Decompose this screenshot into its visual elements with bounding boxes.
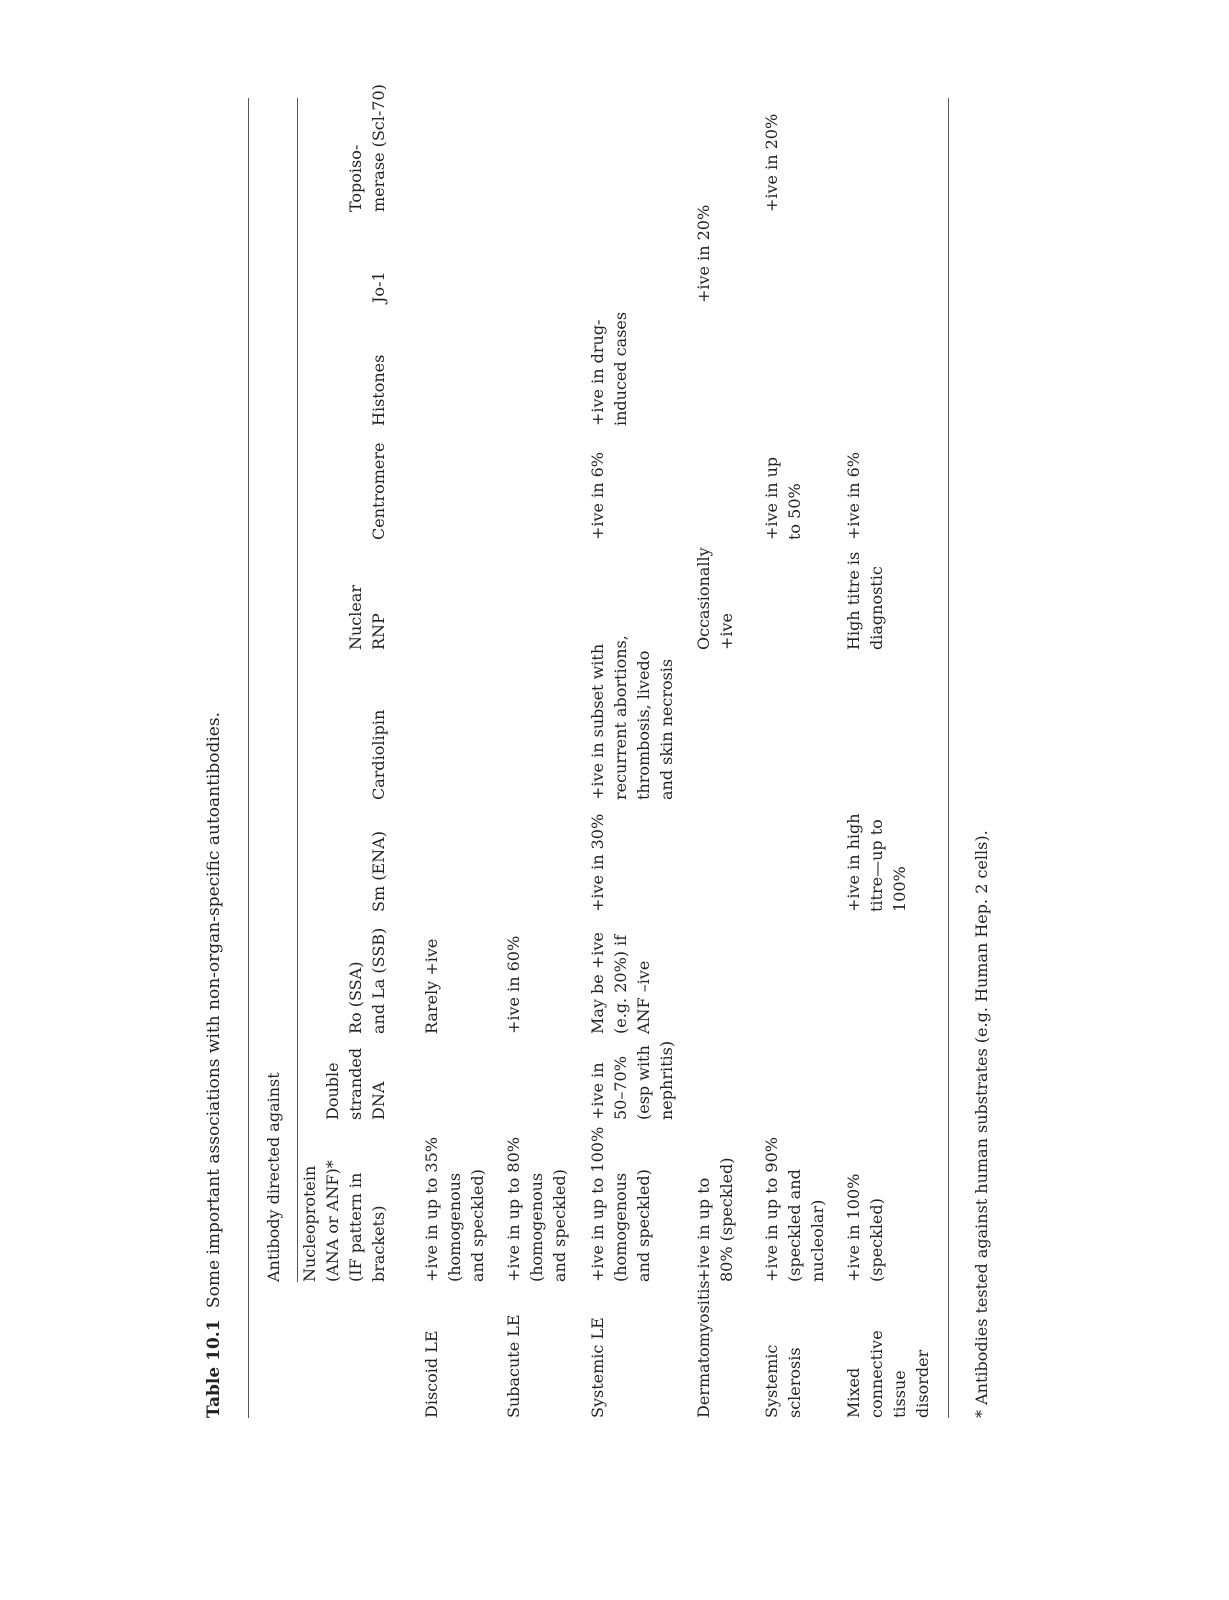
col-header-jo-1: Jo-1 — [369, 271, 388, 303]
cell-sclerosis-nucleoprotein: +ive in up to 90% (speckled and nucleolar) — [762, 1137, 827, 1282]
table-caption — [204, 712, 224, 1418]
row-label-systemic-le: Systemic LE — [588, 1317, 607, 1418]
cell-sclerosis-topoisomerase: +ive in 20% — [762, 113, 781, 212]
cell-mctd-nuclear-rnp: High titre is diagnostic — [844, 551, 886, 650]
table-number: Table 10.1 — [204, 1319, 224, 1418]
col-header-double-stranded-dna: Double stranded DNA — [323, 1047, 388, 1120]
cell-subacute-nucleoprotein: +ive in up to 80% (homogenous and speckled) — [504, 1137, 569, 1282]
col-header-sm-ena: Sm (ENA) — [369, 831, 388, 912]
col-header-nuclear-rnp: Nuclear RNP — [346, 584, 388, 650]
col-header-histones: Histones — [369, 354, 388, 426]
cell-sclerosis-centromere: +ive in up to 50% — [762, 456, 804, 540]
row-label-dermatomyositis: Dermatomyositis — [694, 1280, 713, 1418]
row-label-mixed-connective-tissue: Mixed connective tissue disorder — [844, 1330, 932, 1418]
cell-mctd-nucleoprotein: +ive in 100% (speckled) — [844, 1173, 886, 1282]
cell-systemic-le-sm: +ive in 30% — [588, 813, 607, 912]
table-title: Some important associations with non-organ-specific autoantibodies. — [204, 712, 224, 1309]
row-label-subacute-le: Subacute LE — [504, 1314, 523, 1418]
cell-systemic-le-centromere: +ive in 6% — [588, 451, 607, 540]
col-header-cardiolipin: Cardiolipin — [369, 709, 388, 800]
bottom-rule — [948, 98, 949, 1418]
group-rule — [297, 98, 298, 1282]
cell-systemic-le-nucleoprotein: +ive in up to 100% (homogenous and speckled) — [588, 1126, 653, 1282]
col-header-nucleoprotein: Nucleoprotein (ANA or ANF)* (IF pattern in brackets) — [300, 1160, 388, 1282]
table-footnote: * Antibodies tested against human substrates (e.g. Human Hep. 2 cells). — [972, 830, 991, 1418]
cell-dermatomyositis-jo-1: +ive in 20% — [694, 204, 713, 303]
cell-subacute-ro-la: +ive in 60% — [504, 935, 523, 1034]
cell-mctd-sm: +ive in high titre—up to 100% — [844, 813, 909, 912]
cell-systemic-le-histones: +ive in drug- induced cases — [588, 311, 630, 426]
cell-dermatomyositis-nuclear-rnp: Occasionally +ive — [694, 547, 736, 650]
row-label-discoid-le: Discoid LE — [422, 1330, 441, 1418]
col-header-topoisomerase: Topoiso- merase (Scl-70) — [346, 84, 388, 212]
cell-dermatomyositis-nucleoprotein: +ive in up to 80% (speckled) — [694, 1157, 736, 1282]
cell-discoid-ro-la: Rarely +ive — [422, 938, 441, 1034]
antibody-group-header: Antibody directed against — [264, 1072, 283, 1282]
cell-systemic-le-ro-la: May be +ive (e.g. 20%) if ANF –ive — [588, 932, 653, 1034]
top-rule — [248, 98, 249, 1418]
col-header-centromere: Centromere — [369, 442, 388, 540]
cell-systemic-le-dsdna: +ive in 50–70% (esp with nephritis) — [588, 1040, 676, 1120]
cell-discoid-nucleoprotein: +ive in up to 35% (homogenous and speckled) — [422, 1137, 487, 1282]
row-label-systemic-sclerosis: Systemic sclerosis — [762, 1344, 804, 1418]
cell-mctd-centromere: +ive in 6% — [844, 451, 863, 540]
col-header-ro-la: Ro (SSA) and La (SSB) — [346, 927, 388, 1034]
cell-systemic-le-cardiolipin: +ive in subset with recurrent abortions, thrombosis, livedo and skin necrosis — [588, 635, 676, 800]
